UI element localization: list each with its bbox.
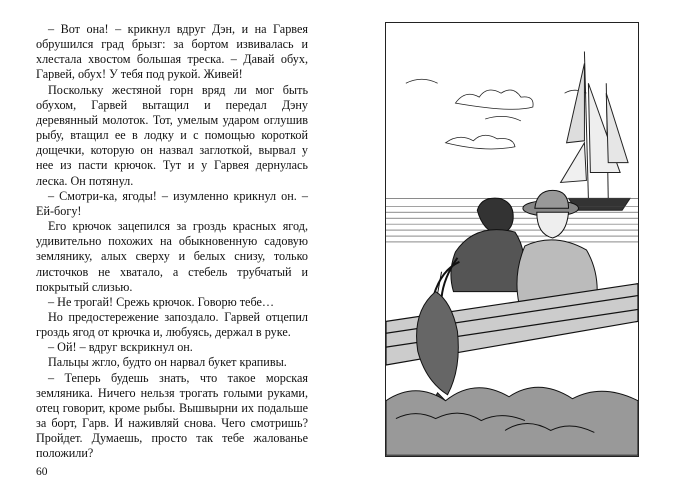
boys-fishing-boat-illustration-icon — [385, 22, 639, 457]
paragraph: Поскольку жестяной горн вряд ли мог быть обухом, Гарвей вытащил и передал Дэну деревянный молоток. Тот, умелым ударом оглушив рыбу, втащил ее в лодку и с помощью короткой дощечки, которую он назвал заглоткой, вырвал у нее из пасти крючок. Тут и у Гарвея дернулась леска. Он потянул. — [36, 82, 308, 188]
paragraph: – Вот она! – крикнул вдруг Дэн, и на Гарвея обрушился град брызг: за бортом извивалась и хлестала хвостом большая треска. – Давай обух, Гарвей, обух! У тебя под рукой. Живей! — [36, 22, 308, 82]
waves — [386, 387, 638, 455]
illustration-drawing — [386, 23, 638, 456]
page-number: 60 — [36, 466, 48, 478]
boy-left — [434, 198, 525, 297]
fish — [417, 272, 459, 411]
clouds — [406, 79, 587, 149]
ship — [561, 51, 630, 210]
paragraph: – Ой! – вдруг вскрикнул он. — [48, 340, 193, 355]
paragraph: – Теперь будешь знать, что такое морская земляника. Ничего нельзя трогать голыми руками, отец говорит, кроме рыбы. Вышвырни их подальше за борт, Гарв. И наживляй снова. Чего смотришь? Пройдет. Думаешь, просто так тебе жалованье положили? — [36, 370, 308, 461]
right-page — [337, 0, 674, 486]
paragraph: Пальцы жгло, будто он нарвал букет крапивы. — [48, 355, 287, 370]
paragraph: – Смотри-ка, ягоды! – изумленно крикнул он. – Ей-богу! — [36, 188, 308, 218]
paragraph: Но предостережение запоздало. Гарвей отцепил гроздь ягод от крючка и, любуясь, держал в руке. — [36, 309, 308, 340]
body-text — [36, 22, 308, 462]
paragraph: Его крючок зацепился за гроздь красных ягод, удивительно похожих на обыкновенную садовую землянику, алых сверху и белых снизу, только листочков не хватало, а стебель трубчатый и покрытый слизью. — [36, 219, 308, 294]
paragraph: – Не трогай! Срежь крючок. Говорю тебе… — [48, 294, 275, 309]
